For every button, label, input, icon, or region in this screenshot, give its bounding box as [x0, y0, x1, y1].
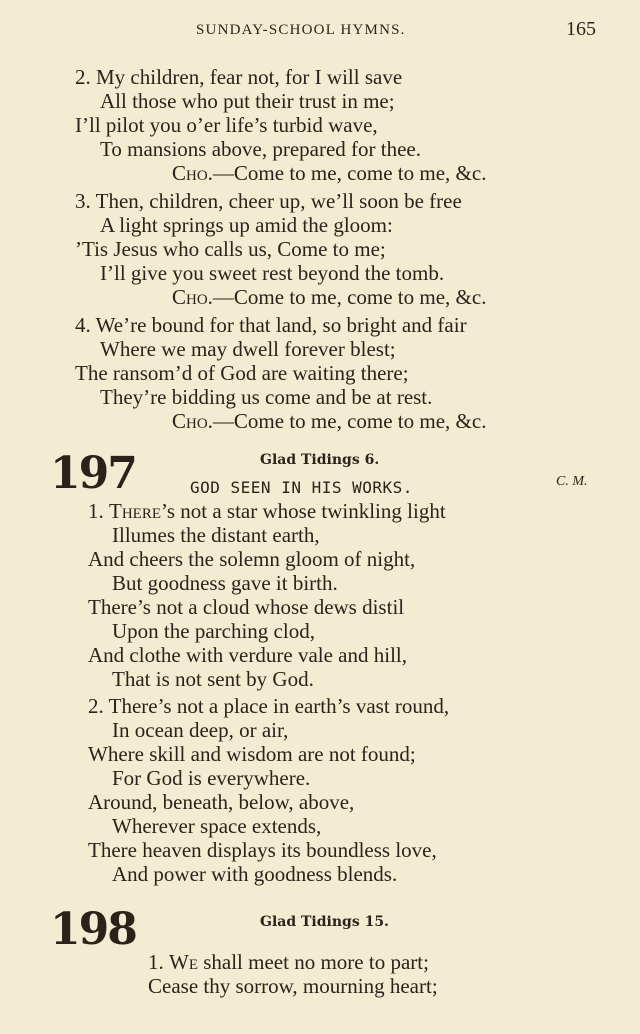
- chorus-line: [172, 285, 486, 309]
- verse-line: 3. Then, children, cheer up, we’ll soon be free: [75, 189, 462, 213]
- chorus-line: [172, 409, 486, 433]
- verse-line: And cheers the solemn gloom of night,: [88, 547, 416, 571]
- tune-name: Glad Tidings 15.: [260, 914, 389, 930]
- verse-line: 2. There’s not a place in earth’s vast round,: [88, 694, 450, 718]
- chorus-text: —Come to me, come to me, &c.: [212, 285, 487, 309]
- verse-line: Illumes the distant earth,: [112, 523, 320, 547]
- page-header: [0, 20, 640, 44]
- verse-line: I’ll pilot you o’er life’s turbid wave,: [75, 113, 378, 137]
- chorus-line: [172, 161, 486, 185]
- verse-line: To mansions above, prepared for thee.: [100, 137, 421, 161]
- verse-line-rest: shall meet no more to part;: [197, 950, 429, 974]
- hymn-title: GOD SEEN IN HIS WORKS.: [190, 478, 413, 497]
- verse-line: But goodness gave it birth.: [112, 571, 338, 595]
- chorus-text: —Come to me, come to me, &c.: [212, 161, 487, 185]
- page-number: 165: [566, 18, 596, 40]
- verse-line: ’Tis Jesus who calls us, Come to me;: [75, 237, 386, 261]
- initial-word: There: [109, 499, 161, 523]
- verse-line: 2. My children, fear not, for I will save: [75, 65, 403, 89]
- verse-line: Cease thy sorrow, mourning heart;: [148, 974, 438, 998]
- verse-line: 4. We’re bound for that land, so bright and fair: [75, 313, 467, 337]
- chorus-text: —Come to me, come to me, &c.: [212, 409, 487, 433]
- verse-line: A light springs up amid the gloom:: [100, 213, 393, 237]
- verse-line: Where skill and wisdom are not found;: [88, 742, 416, 766]
- running-head: SUNDAY-SCHOOL HYMNS.: [196, 22, 406, 38]
- verse-line: There’s not a cloud whose dews distil: [88, 595, 405, 619]
- verse-line: They’re bidding us come and be at rest.: [100, 385, 433, 409]
- verse-line: And clothe with verdure vale and hill,: [88, 643, 407, 667]
- initial-word: We: [169, 950, 198, 974]
- verse-line: I’ll give you sweet rest beyond the tomb.: [100, 261, 445, 285]
- chorus-label: Cho.: [172, 285, 213, 309]
- verse-line-rest: ’s not a star whose twinkling light: [161, 499, 446, 523]
- verse-line: That is not sent by God.: [112, 667, 314, 691]
- hymn-number: 198: [50, 904, 136, 955]
- verse-line: All those who put their trust in me;: [100, 89, 395, 113]
- chorus-label: Cho.: [172, 161, 213, 185]
- chorus-label: Cho.: [172, 409, 213, 433]
- verse-line: Wherever space extends,: [112, 814, 322, 838]
- meter: C. M.: [556, 474, 588, 489]
- verse-line: 1. We shall meet no more to part;: [148, 950, 429, 974]
- verse-line: For God is everywhere.: [112, 766, 311, 790]
- verse-line: The ransom’d of God are waiting there;: [75, 361, 409, 385]
- hymn-number: 197: [50, 448, 136, 499]
- verse-line: Upon the parching clod,: [112, 619, 315, 643]
- verse-line: In ocean deep, or air,: [112, 718, 289, 742]
- verse-line: Where we may dwell forever blest;: [100, 337, 396, 361]
- tune-name: Glad Tidings 6.: [260, 452, 380, 468]
- verse-line: There heaven displays its boundless love,: [88, 838, 437, 862]
- verse-line: And power with goodness blends.: [112, 862, 398, 886]
- verse-line: Around, beneath, below, above,: [88, 790, 355, 814]
- verse-line: 1. There’s not a star whose twinkling light: [88, 499, 446, 523]
